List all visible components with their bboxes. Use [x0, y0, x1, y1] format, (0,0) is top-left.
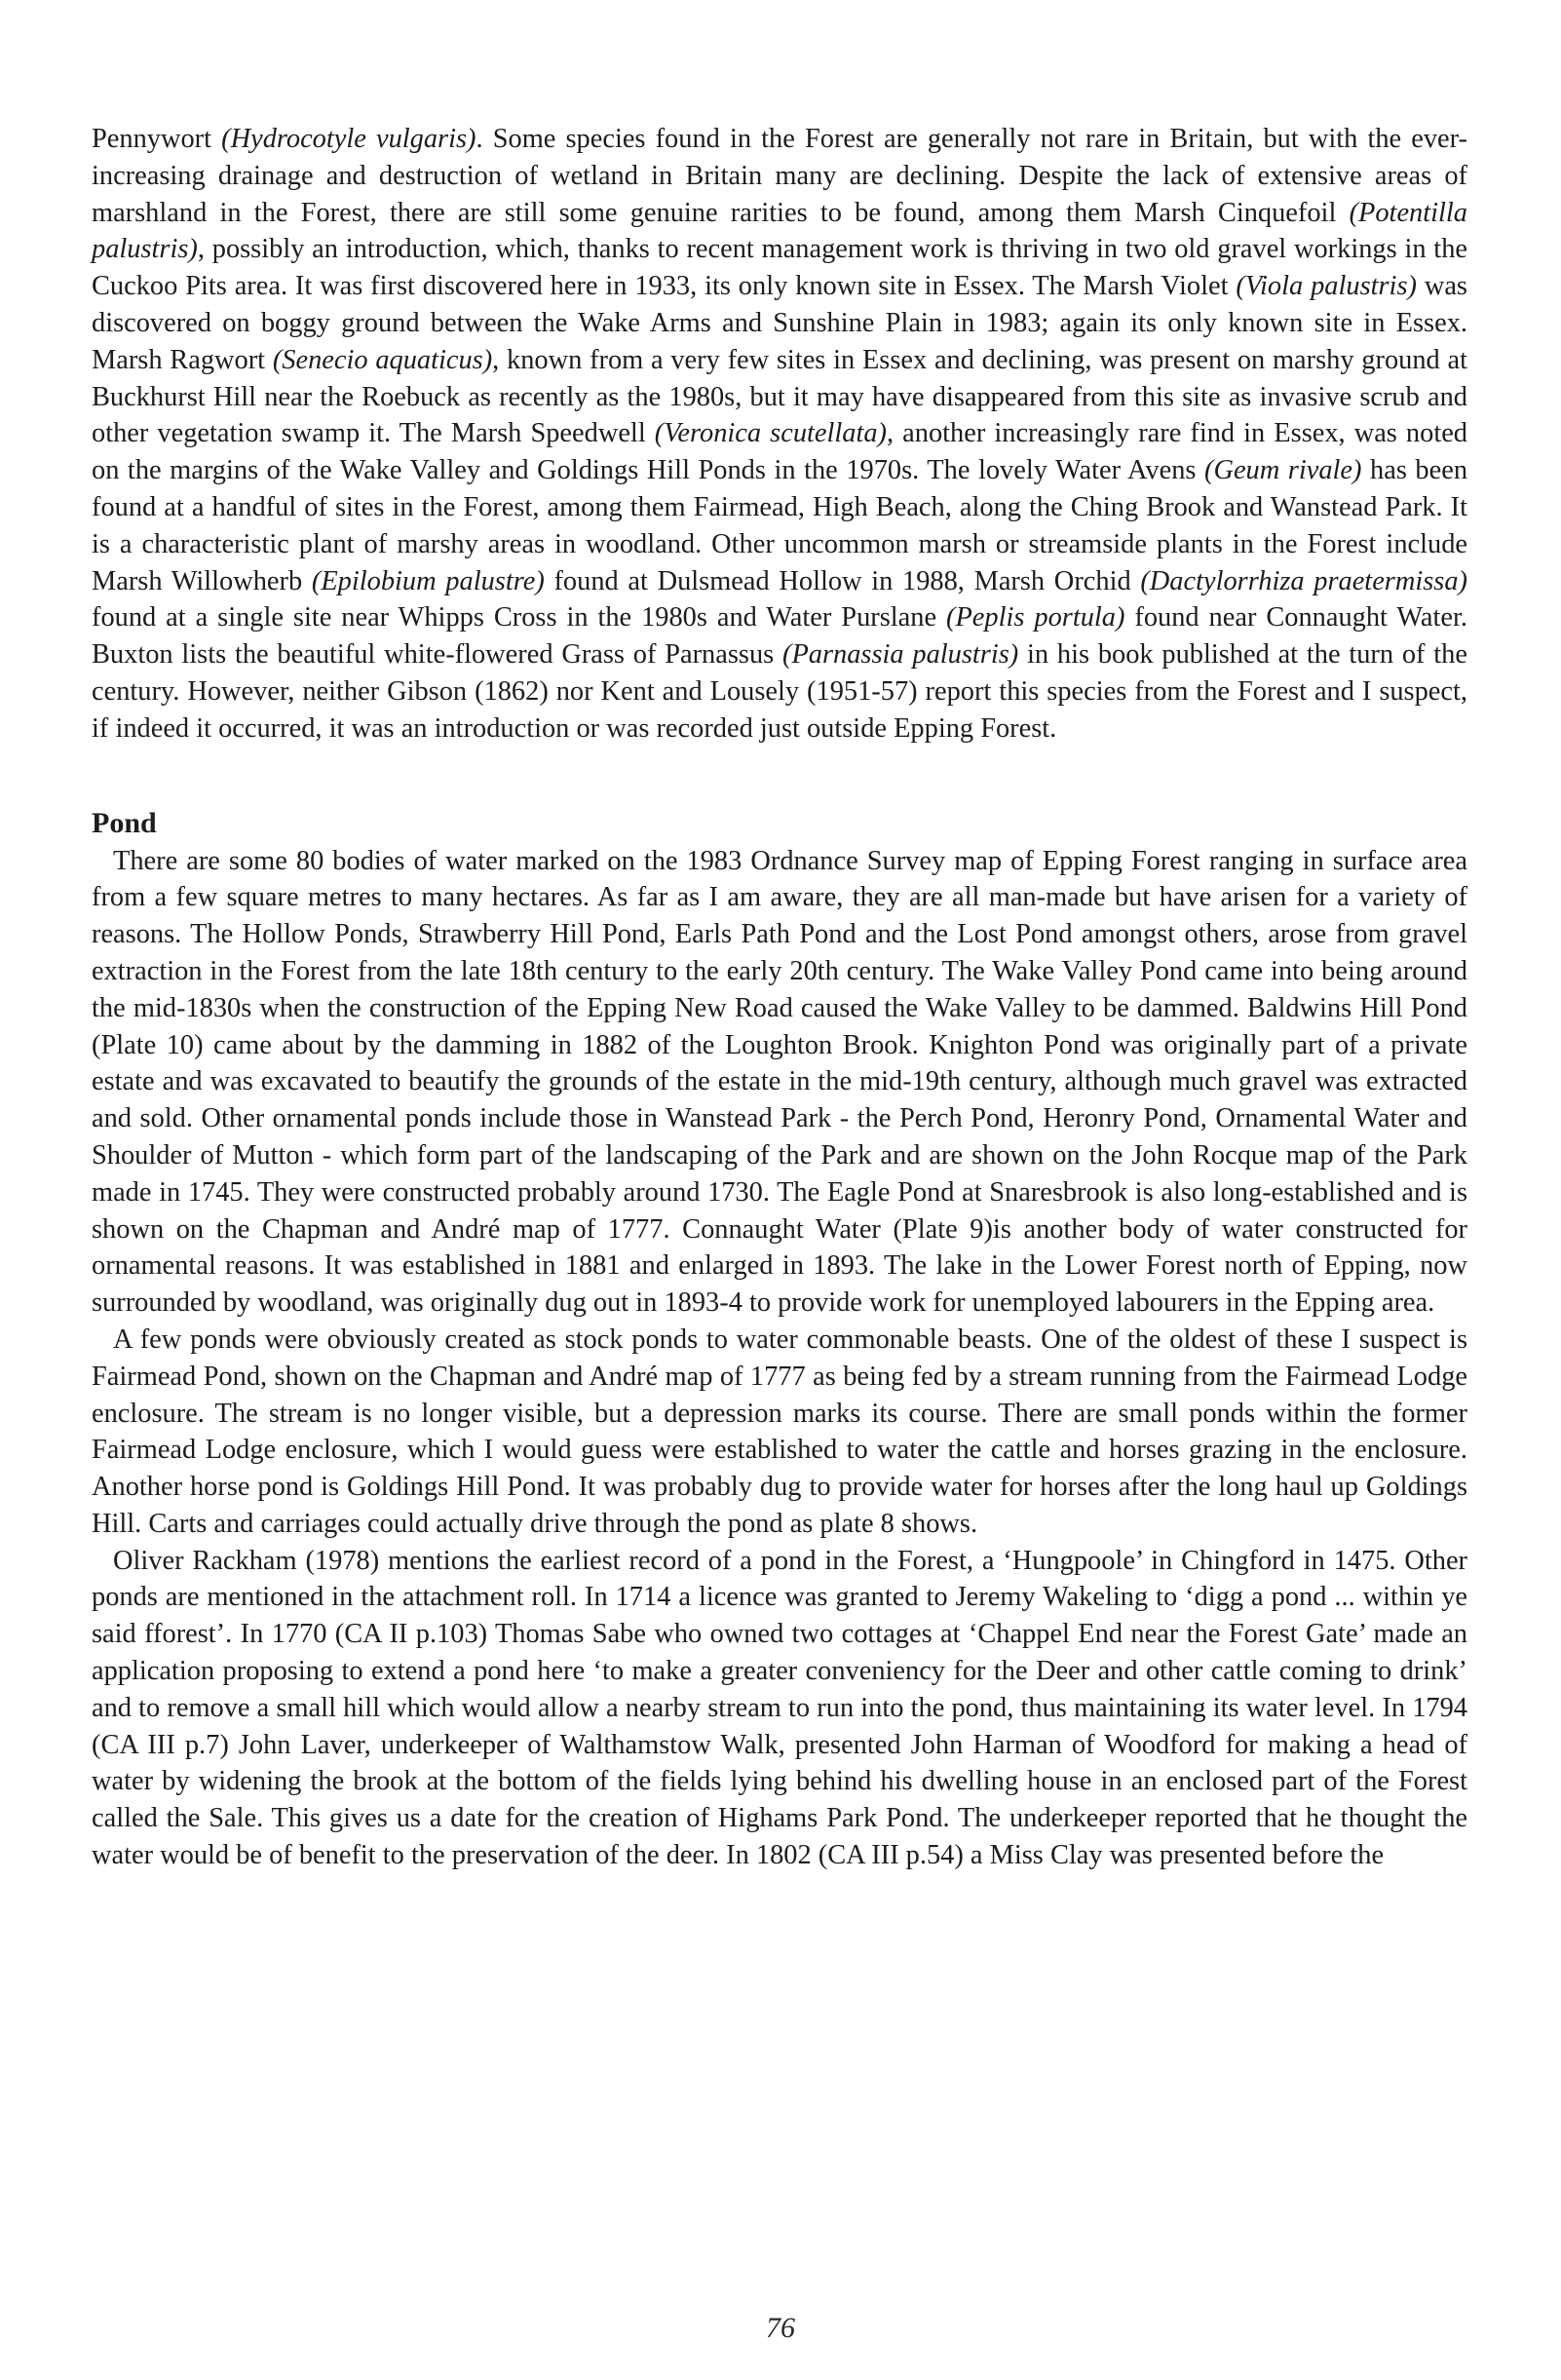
species-name: (Geum rivale): [1204, 455, 1362, 486]
species-name: (Viola palustris): [1236, 271, 1417, 302]
text-run: found at Dulsmead Hollow in 1988, Marsh Orchid: [544, 565, 1141, 596]
species-name: (Dactylorrhiza praetermissa): [1140, 565, 1467, 596]
species-name: (Parnassia palustris): [781, 639, 1019, 671]
pond-paragraph-2: A few ponds were obviously created as stock ponds to water commonable beasts. One of the oldest of these I suspect is Fairmead Pond, shown on the Chapman and André map of 1777 as being fed by a stream running from the Fairmead Lodge enclosure. The stream is no longer visible, but a depression marks its course. There are small ponds within the former Fairmead Lodge enclosure, which I would guess were established to water the cattle and horses grazing in the enclosure. Another horse pond is Goldings Hill Pond. It was probably dug to provide water for horses after the long haul up Goldings Hill. Carts and carriages could actually drive through the pond as plate 8 shows.: [92, 1324, 1467, 1539]
section-heading-pond: Pond: [92, 806, 157, 839]
species-name: (Peplis portula): [946, 602, 1125, 633]
marsh-plants-paragraph: [92, 121, 1467, 748]
text-run: , known from a very few sites in Essex and declining, was present on marshy ground at Buckhurst Hill near the Roebuck as recently as the 1980s, but it may have disappeared from this site as invasive scrub and other vegetation swamp it. The Marsh Speedwell: [92, 344, 1467, 449]
text-run: in his book published at the turn of the century. However, neither Gibson (1862) nor Kent and Lousely (1951-57) report this species from the Forest and I suspect, if indeed it occurred, it was an introduction or was recorded just outside Epping Forest.: [92, 639, 1467, 744]
page-body: [92, 121, 1467, 1874]
text-run: found at a single site near Whipps Cross in the 1980s and Water Purslane: [92, 602, 947, 633]
species-name: (Veronica scutellata): [654, 418, 888, 449]
text-run: , possibly an introduction, which, thanks to recent management work is thriving in two old gravel workings in the Cuckoo Pits area. It was first discovered here in 1933, its only known site in Essex. The Marsh Violet: [92, 234, 1467, 302]
pond-paragraph-1: There are some 80 bodies of water marked on the 1983 Ordnance Survey map of Epping Forest ranging in surface area from a few square metres to many hectares. As far as I am aware, they are all man-made but have arisen for a variety of reasons. The Hollow Ponds, Strawberry Hill Pond, Earls Path Pond and the Lost Pond amongst others, arose from gravel extraction in the Forest from the late 18th century to the early 20th century. The Wake Valley Pond came into being around the mid-1830s when the construction of the Epping New Road caused the Wake Valley to be dammed. Baldwins Hill Pond (Plate 10) came about by the damming in 1882 of the Loughton Brook. Knighton Pond was originally part of a private estate and was excavated to beautify the grounds of the estate in the mid-19th century, although much gravel was extracted and sold. Other ornamental ponds include those in Wanstead Park - the Perch Pond, Heronry Pond, Ornamental Water and Shoulder of Mutton - which form part of the landscaping of the Park and are shown on the John Rocque map of the Park made in 1745. They were constructed probably around 1730. The Eagle Pond at Snaresbrook is also long-established and is shown on the Chapman and André map of 1777. Connaught Water (Plate 9)is another body of water constructed for ornamental reasons. It was established in 1881 and enlarged in 1893. The lake in the Lower Forest north of Epping, now surrounded by woodland, was originally dug out in 1893-4 to provide work for unemployed labourers in the Epping area.: [92, 845, 1467, 1319]
species-name: (Hydrocotyle vulgaris): [221, 124, 476, 154]
pond-paragraph-3: Oliver Rackham (1978) mentions the earliest record of a pond in the Forest, a ‘Hungpoole’ in Chingford in 1475. Other ponds are mentioned in the attachment roll. In 1714 a licence was granted to Jeremy Wakeling to ‘digg a pond ... within ye said fforest’. In 1770 (CA II p.103) Thomas Sabe who owned two cottages at ‘Chappel End near the Forest Gate’ made an application proposing to extend a pond here ‘to make a greater conveniency for the Deer and other cattle coming to drink’ and to remove a small hill which would allow a nearby stream to run into the pond, thus maintaining its water level. In 1794 (CA III p.7) John Laver, underkeeper of Walthamstow Walk, presented John Harman of Woodford for making a head of water by widening the brook at the bottom of the fields lying behind his dwelling house in an enclosed part of the Forest called the Sale. This gives us a date for the creation of Highams Park Pond. The underkeeper reported that he thought the water would be of benefit to the preservation of the deer. In 1802 (CA III p.54) a Miss Clay was presented before the: [92, 1545, 1467, 1871]
species-name: (Senecio aquaticus): [272, 344, 493, 375]
page-number: 76: [766, 2312, 795, 2344]
text-run: has been found at a handful of sites in the Forest, among them Fairmead, High Beach, along the Ching Brook and Wanstead Park. It is a characteristic plant of marshy areas in woodland. Other uncommon marsh or streamside plants in the Forest include Marsh Willowherb: [92, 455, 1468, 596]
text-run: . Some species found in the Forest are generally not rare in Britain, but with the ever-increasing drainage and destruction of wetland in Britain many are declining. Despite the lack of extensive areas of marshland in the Forest, there are still some genuine rarities to be found, among them Marsh Cinquefoil: [92, 124, 1467, 228]
text-run: found near Connaught Water. Buxton lists the beautiful white-flowered Grass of Parnassus: [92, 602, 1467, 671]
text-run: , another increasingly rare find in Essex, was noted on the margins of the Wake Valley and Goldings Hill Ponds in the 1970s. The lovely Water Avens: [92, 418, 1467, 486]
text-run: Pennywort: [92, 124, 222, 154]
species-name: (Potentilla palustris): [92, 197, 1467, 265]
text-run: was discovered on boggy ground between the Wake Arms and Sunshine Plain in 1983; again its only known site in Essex. Marsh Ragwort: [92, 271, 1467, 375]
species-name: (Epilobium palustre): [311, 565, 545, 596]
